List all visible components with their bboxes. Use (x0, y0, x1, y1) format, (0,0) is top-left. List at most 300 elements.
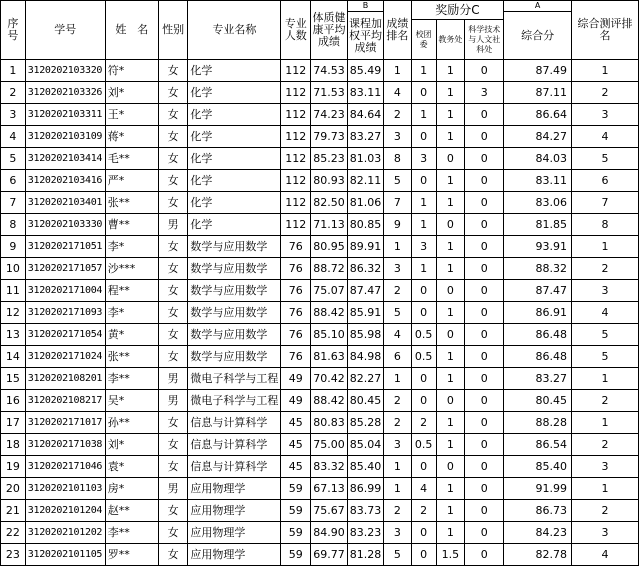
total-cell: 91.99 (504, 478, 572, 500)
course-average-cell: 83.73 (347, 500, 384, 522)
seq-cell: 4 (1, 126, 26, 148)
grade-rank-cell: 4 (384, 82, 411, 104)
table-row (1, 390, 639, 412)
name-cell: 刘* (105, 434, 158, 456)
student-id-cell: 3120202171054 (25, 324, 105, 346)
pe-average-cell: 80.83 (311, 412, 348, 434)
student-id-cell: 3120202101105 (25, 544, 105, 566)
table-row (1, 456, 639, 478)
award-youth-league-cell: 0.5 (411, 324, 436, 346)
award-academic-affairs-cell: 1 (436, 346, 465, 368)
gender-cell: 女 (158, 60, 187, 82)
major-cell: 数学与应用数学 (188, 280, 281, 302)
student-id-cell: 3120202171093 (25, 302, 105, 324)
grade-rank-cell: 7 (384, 192, 411, 214)
table-row (1, 478, 639, 500)
table-row (1, 148, 639, 170)
award-youth-league-cell: 1 (411, 192, 436, 214)
major-cell: 信息与计算科学 (188, 456, 281, 478)
award-youth-league-cell: 0 (411, 544, 436, 566)
final-rank-cell: 3 (572, 280, 639, 302)
pe-average-cell: 88.42 (311, 390, 348, 412)
header-major-count: 专业人数 (281, 1, 311, 60)
grade-rank-cell: 3 (384, 126, 411, 148)
pe-average-cell: 71.13 (311, 214, 348, 236)
course-average-cell: 87.47 (347, 280, 384, 302)
pe-average-cell: 75.67 (311, 500, 348, 522)
final-rank-cell: 6 (572, 170, 639, 192)
course-average-cell: 81.28 (347, 544, 384, 566)
total-cell: 83.27 (504, 368, 572, 390)
student-id-cell: 3120202103311 (25, 104, 105, 126)
name-cell: 张** (105, 192, 158, 214)
total-cell: 86.64 (504, 104, 572, 126)
award-youth-league-cell: 0 (411, 126, 436, 148)
pe-average-cell: 81.63 (311, 346, 348, 368)
total-cell: 88.32 (504, 258, 572, 280)
award-academic-affairs-cell: 0 (436, 280, 465, 302)
table-row (1, 192, 639, 214)
major-count-cell: 76 (281, 258, 311, 280)
pe-average-cell: 75.07 (311, 280, 348, 302)
seq-cell: 13 (1, 324, 26, 346)
table-row (1, 346, 639, 368)
award-academic-affairs-cell: 1 (436, 302, 465, 324)
final-rank-cell: 1 (572, 60, 639, 82)
award-research-office-cell: 0 (465, 148, 504, 170)
award-youth-league-cell: 1 (411, 258, 436, 280)
award-academic-affairs-cell: 1 (436, 170, 465, 192)
header-pe-average: 体质健康平均成绩 (311, 1, 348, 60)
award-research-office-cell: 0 (465, 434, 504, 456)
table-row (1, 104, 639, 126)
gender-cell: 男 (158, 214, 187, 236)
major-cell: 化学 (188, 214, 281, 236)
award-youth-league-cell: 0 (411, 368, 436, 390)
name-cell: 李* (105, 302, 158, 324)
table-row (1, 170, 639, 192)
total-cell: 88.28 (504, 412, 572, 434)
award-youth-league-cell: 0 (411, 302, 436, 324)
total-cell: 81.85 (504, 214, 572, 236)
table-row (1, 126, 639, 148)
gender-cell: 女 (158, 500, 187, 522)
course-average-cell: 81.03 (347, 148, 384, 170)
pe-average-cell: 85.23 (311, 148, 348, 170)
major-cell: 信息与计算科学 (188, 412, 281, 434)
major-count-cell: 112 (281, 170, 311, 192)
header-course-average: 课程加权平均成绩 (347, 12, 384, 60)
total-cell: 85.40 (504, 456, 572, 478)
award-youth-league-cell: 3 (411, 148, 436, 170)
course-average-cell: 85.49 (347, 60, 384, 82)
pe-average-cell: 84.90 (311, 522, 348, 544)
header-grade-rank: 成绩排名 (384, 1, 411, 60)
award-academic-affairs-cell: 1 (436, 368, 465, 390)
award-research-office-cell: 0 (465, 522, 504, 544)
award-youth-league-cell: 3 (411, 236, 436, 258)
student-id-cell: 3120202171057 (25, 258, 105, 280)
seq-cell: 17 (1, 412, 26, 434)
grade-rank-cell: 2 (384, 390, 411, 412)
student-id-cell: 3120202103416 (25, 170, 105, 192)
header-name: 姓 名 (105, 1, 158, 60)
course-average-cell: 80.45 (347, 390, 384, 412)
award-youth-league-cell: 1 (411, 60, 436, 82)
award-research-office-cell: 0 (465, 456, 504, 478)
award-youth-league-cell: 2 (411, 500, 436, 522)
seq-cell: 12 (1, 302, 26, 324)
name-cell: 赵** (105, 500, 158, 522)
name-cell: 张** (105, 346, 158, 368)
student-id-cell: 3120202108201 (25, 368, 105, 390)
major-count-cell: 59 (281, 544, 311, 566)
seq-cell: 15 (1, 368, 26, 390)
total-cell: 84.23 (504, 522, 572, 544)
major-cell: 数学与应用数学 (188, 236, 281, 258)
award-research-office-cell: 0 (465, 346, 504, 368)
grade-rank-cell: 1 (384, 368, 411, 390)
total-cell: 86.48 (504, 346, 572, 368)
total-cell: 86.54 (504, 434, 572, 456)
gender-cell: 女 (158, 104, 187, 126)
table-row (1, 522, 639, 544)
award-academic-affairs-cell: 1 (436, 82, 465, 104)
table-row (1, 302, 639, 324)
total-cell: 86.73 (504, 500, 572, 522)
major-cell: 化学 (188, 104, 281, 126)
course-average-cell: 85.98 (347, 324, 384, 346)
header-gender: 性别 (158, 1, 187, 60)
student-id-cell: 3120202103320 (25, 60, 105, 82)
award-academic-affairs-cell: 1 (436, 104, 465, 126)
major-cell: 应用物理学 (188, 478, 281, 500)
award-academic-affairs-cell: 0 (436, 324, 465, 346)
grade-rank-cell: 2 (384, 280, 411, 302)
course-average-cell: 83.27 (347, 126, 384, 148)
header-course-letter: B (347, 1, 384, 12)
award-academic-affairs-cell: 1 (436, 60, 465, 82)
course-average-cell: 85.91 (347, 302, 384, 324)
major-count-cell: 112 (281, 60, 311, 82)
student-id-cell: 3120202101202 (25, 522, 105, 544)
major-count-cell: 59 (281, 522, 311, 544)
name-cell: 李** (105, 522, 158, 544)
award-research-office-cell: 0 (465, 280, 504, 302)
student-id-cell: 3120202103414 (25, 148, 105, 170)
pe-average-cell: 67.13 (311, 478, 348, 500)
gender-cell: 女 (158, 324, 187, 346)
major-count-cell: 76 (281, 346, 311, 368)
total-cell: 80.45 (504, 390, 572, 412)
name-cell: 王* (105, 104, 158, 126)
major-cell: 应用物理学 (188, 544, 281, 566)
total-cell: 87.49 (504, 60, 572, 82)
major-count-cell: 112 (281, 82, 311, 104)
pe-average-cell: 74.23 (311, 104, 348, 126)
award-academic-affairs-cell: 1 (436, 500, 465, 522)
pe-average-cell: 69.77 (311, 544, 348, 566)
seq-cell: 7 (1, 192, 26, 214)
student-id-cell: 3120202103109 (25, 126, 105, 148)
major-cell: 化学 (188, 126, 281, 148)
pe-average-cell: 85.10 (311, 324, 348, 346)
grade-rank-cell: 8 (384, 148, 411, 170)
gender-cell: 女 (158, 544, 187, 566)
course-average-cell: 82.11 (347, 170, 384, 192)
award-research-office-cell: 0 (465, 544, 504, 566)
total-cell: 87.47 (504, 280, 572, 302)
award-research-office-cell: 0 (465, 478, 504, 500)
major-cell: 化学 (188, 82, 281, 104)
award-research-office-cell: 0 (465, 236, 504, 258)
award-youth-league-cell: 0 (411, 280, 436, 302)
award-academic-affairs-cell: 0 (436, 148, 465, 170)
total-cell: 86.48 (504, 324, 572, 346)
seq-cell: 9 (1, 236, 26, 258)
name-cell: 房* (105, 478, 158, 500)
award-research-office-cell: 0 (465, 412, 504, 434)
gender-cell: 女 (158, 346, 187, 368)
award-youth-league-cell: 0 (411, 82, 436, 104)
course-average-cell: 81.06 (347, 192, 384, 214)
name-cell: 沙*** (105, 258, 158, 280)
major-cell: 数学与应用数学 (188, 324, 281, 346)
seq-cell: 19 (1, 456, 26, 478)
grade-rank-cell: 1 (384, 60, 411, 82)
award-academic-affairs-cell: 1 (436, 522, 465, 544)
gender-cell: 女 (158, 258, 187, 280)
major-cell: 应用物理学 (188, 522, 281, 544)
name-cell: 严* (105, 170, 158, 192)
student-id-cell: 3120202171004 (25, 280, 105, 302)
award-research-office-cell: 0 (465, 258, 504, 280)
award-academic-affairs-cell: 1 (436, 236, 465, 258)
gender-cell: 女 (158, 280, 187, 302)
gender-cell: 男 (158, 478, 187, 500)
seq-cell: 8 (1, 214, 26, 236)
award-youth-league-cell: 4 (411, 478, 436, 500)
header-award-group: 奖励分C (411, 1, 504, 20)
grade-rank-cell: 1 (384, 236, 411, 258)
seq-cell: 21 (1, 500, 26, 522)
final-rank-cell: 5 (572, 346, 639, 368)
name-cell: 蒋* (105, 126, 158, 148)
table-row (1, 258, 639, 280)
award-research-office-cell: 3 (465, 82, 504, 104)
table-row (1, 434, 639, 456)
gender-cell: 男 (158, 368, 187, 390)
total-cell: 84.27 (504, 126, 572, 148)
course-average-cell: 86.99 (347, 478, 384, 500)
final-rank-cell: 2 (572, 500, 639, 522)
grade-rank-cell: 9 (384, 214, 411, 236)
student-id-cell: 3120202108217 (25, 390, 105, 412)
name-cell: 毛** (105, 148, 158, 170)
major-cell: 化学 (188, 60, 281, 82)
grade-rank-cell: 5 (384, 170, 411, 192)
table-row (1, 82, 639, 104)
total-cell: 87.11 (504, 82, 572, 104)
award-research-office-cell: 0 (465, 104, 504, 126)
student-id-cell: 3120202103326 (25, 82, 105, 104)
major-cell: 数学与应用数学 (188, 302, 281, 324)
grade-rank-cell: 3 (384, 434, 411, 456)
major-count-cell: 45 (281, 434, 311, 456)
award-youth-league-cell: 0 (411, 170, 436, 192)
gender-cell: 女 (158, 302, 187, 324)
pe-average-cell: 88.42 (311, 302, 348, 324)
major-count-cell: 76 (281, 280, 311, 302)
award-research-office-cell: 0 (465, 500, 504, 522)
major-count-cell: 112 (281, 104, 311, 126)
student-id-cell: 3120202171038 (25, 434, 105, 456)
gender-cell: 女 (158, 522, 187, 544)
table-row (1, 544, 639, 566)
gender-cell: 男 (158, 390, 187, 412)
grade-rank-cell: 6 (384, 346, 411, 368)
major-cell: 化学 (188, 170, 281, 192)
table-row (1, 60, 639, 82)
major-count-cell: 112 (281, 126, 311, 148)
seq-cell: 18 (1, 434, 26, 456)
gender-cell: 女 (158, 170, 187, 192)
major-count-cell: 76 (281, 324, 311, 346)
seq-cell: 6 (1, 170, 26, 192)
name-cell: 孙** (105, 412, 158, 434)
award-academic-affairs-cell: 1 (436, 434, 465, 456)
course-average-cell: 82.27 (347, 368, 384, 390)
major-cell: 化学 (188, 148, 281, 170)
total-cell: 82.78 (504, 544, 572, 566)
student-id-cell: 3120202171046 (25, 456, 105, 478)
pe-average-cell: 83.32 (311, 456, 348, 478)
header-major: 专业名称 (188, 1, 281, 60)
student-id-cell: 3120202101204 (25, 500, 105, 522)
name-cell: 袁* (105, 456, 158, 478)
final-rank-cell: 4 (572, 302, 639, 324)
seq-cell: 3 (1, 104, 26, 126)
course-average-cell: 89.91 (347, 236, 384, 258)
award-academic-affairs-cell: 1 (436, 478, 465, 500)
table-row (1, 214, 639, 236)
total-cell: 86.91 (504, 302, 572, 324)
name-cell: 李* (105, 236, 158, 258)
course-average-cell: 84.64 (347, 104, 384, 126)
table-row (1, 324, 639, 346)
pe-average-cell: 75.00 (311, 434, 348, 456)
major-count-cell: 45 (281, 456, 311, 478)
course-average-cell: 85.28 (347, 412, 384, 434)
major-count-cell: 59 (281, 478, 311, 500)
award-research-office-cell: 0 (465, 126, 504, 148)
table-row (1, 236, 639, 258)
gender-cell: 女 (158, 412, 187, 434)
seq-cell: 16 (1, 390, 26, 412)
major-count-cell: 49 (281, 390, 311, 412)
pe-average-cell: 79.73 (311, 126, 348, 148)
final-rank-cell: 3 (572, 456, 639, 478)
major-count-cell: 112 (281, 148, 311, 170)
final-rank-cell: 1 (572, 478, 639, 500)
name-cell: 罗** (105, 544, 158, 566)
table-row (1, 412, 639, 434)
gender-cell: 女 (158, 434, 187, 456)
table-row (1, 500, 639, 522)
gender-cell: 女 (158, 126, 187, 148)
table-row (1, 280, 639, 302)
award-academic-affairs-cell: 1 (436, 126, 465, 148)
course-average-cell: 83.23 (347, 522, 384, 544)
seq-cell: 5 (1, 148, 26, 170)
seq-cell: 2 (1, 82, 26, 104)
final-rank-cell: 2 (572, 390, 639, 412)
course-average-cell: 86.32 (347, 258, 384, 280)
student-id-cell: 3120202101103 (25, 478, 105, 500)
header-award-research-office: 科学技术与人文社科处 (465, 20, 504, 60)
grade-rank-cell: 3 (384, 258, 411, 280)
seq-cell: 10 (1, 258, 26, 280)
grade-rank-cell: 1 (384, 456, 411, 478)
award-academic-affairs-cell: 1 (436, 412, 465, 434)
course-average-cell: 85.40 (347, 456, 384, 478)
course-average-cell: 80.85 (347, 214, 384, 236)
pe-average-cell: 82.50 (311, 192, 348, 214)
final-rank-cell: 7 (572, 192, 639, 214)
award-youth-league-cell: 0 (411, 522, 436, 544)
header-total: 综合分 (504, 12, 572, 60)
name-cell: 程** (105, 280, 158, 302)
header-seq: 序号 (1, 1, 26, 60)
major-cell: 微电子科学与工程 (188, 368, 281, 390)
gender-cell: 女 (158, 82, 187, 104)
name-cell: 吴* (105, 390, 158, 412)
final-rank-cell: 8 (572, 214, 639, 236)
course-average-cell: 85.04 (347, 434, 384, 456)
major-count-cell: 45 (281, 412, 311, 434)
award-academic-affairs-cell: 1 (436, 258, 465, 280)
grade-rank-cell: 2 (384, 104, 411, 126)
major-count-cell: 49 (281, 368, 311, 390)
seq-cell: 23 (1, 544, 26, 566)
award-academic-affairs-cell: 0 (436, 456, 465, 478)
award-youth-league-cell: 2 (411, 412, 436, 434)
final-rank-cell: 4 (572, 544, 639, 566)
student-id-cell: 3120202103401 (25, 192, 105, 214)
major-count-cell: 76 (281, 302, 311, 324)
award-academic-affairs-cell: 1.5 (436, 544, 465, 566)
student-id-cell: 3120202171024 (25, 346, 105, 368)
pe-average-cell: 70.42 (311, 368, 348, 390)
gender-cell: 女 (158, 192, 187, 214)
table-row (1, 368, 639, 390)
award-youth-league-cell: 0 (411, 456, 436, 478)
award-research-office-cell: 0 (465, 368, 504, 390)
name-cell: 李** (105, 368, 158, 390)
total-cell: 83.11 (504, 170, 572, 192)
award-academic-affairs-cell: 0 (436, 390, 465, 412)
major-cell: 数学与应用数学 (188, 258, 281, 280)
award-research-office-cell: 0 (465, 324, 504, 346)
course-average-cell: 84.98 (347, 346, 384, 368)
name-cell: 刘* (105, 82, 158, 104)
seq-cell: 22 (1, 522, 26, 544)
header-final-rank: 综合测评排名 (572, 1, 639, 60)
final-rank-cell: 1 (572, 368, 639, 390)
award-academic-affairs-cell: 0 (436, 214, 465, 236)
award-research-office-cell: 0 (465, 60, 504, 82)
pe-average-cell: 71.53 (311, 82, 348, 104)
